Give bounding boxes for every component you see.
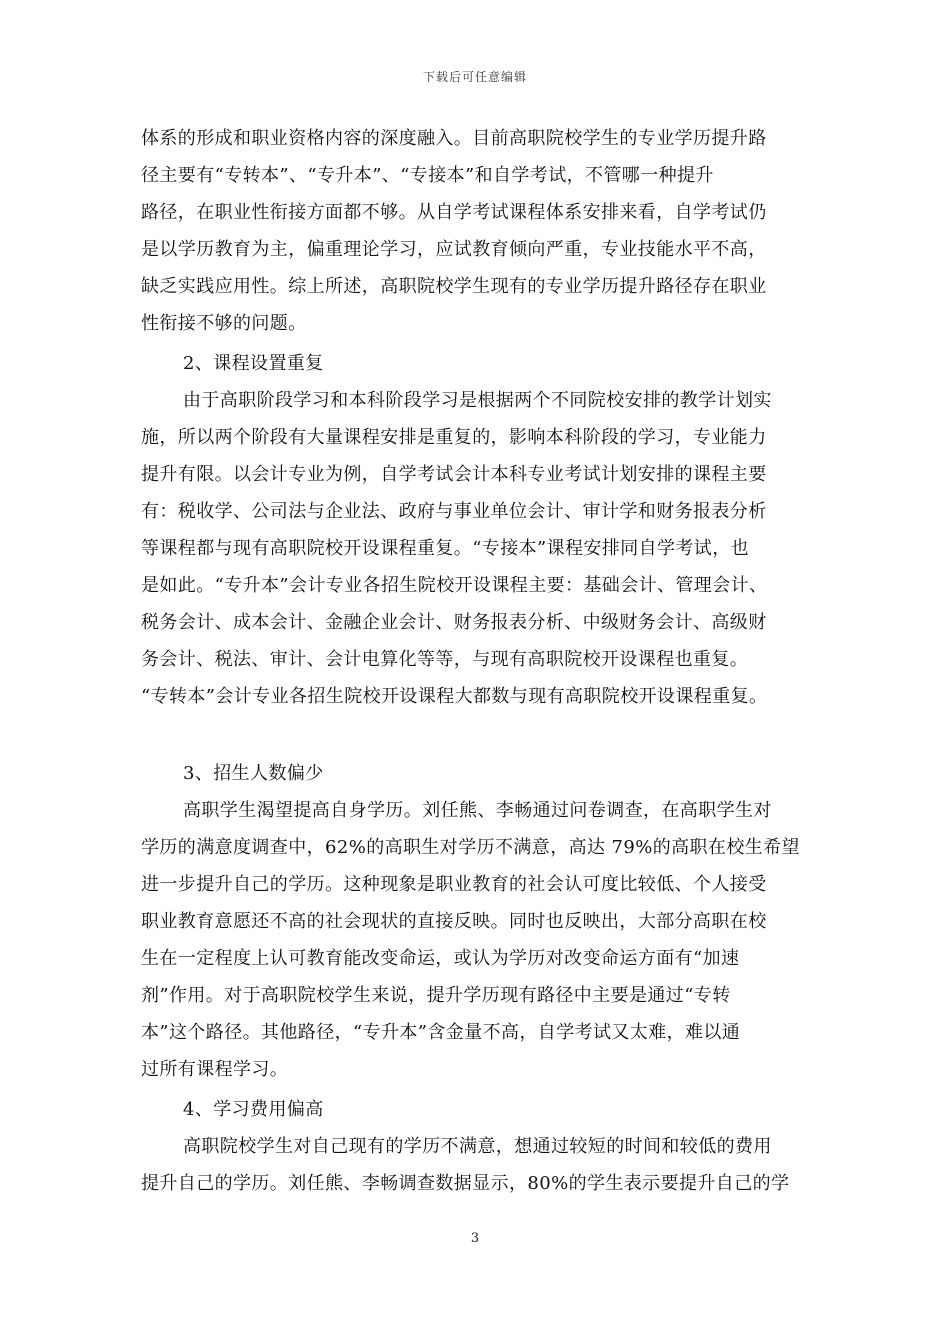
paragraph-line: 是以学历教育为主，偏重理论学习，应试教育倾向严重，专业技能水平不高， xyxy=(141,239,767,260)
page-header: 下载后可任意编辑 xyxy=(422,70,527,84)
paragraph-line: 务会计、税法、审计、会计电算化等等，与现有高职院校开设课程也重复。 xyxy=(141,649,749,670)
paragraph-line: 高职学生渴望提高自身学历。刘任熊、李畅通过问卷调查，在高职学生对 xyxy=(183,800,772,821)
section-heading-course-duplication: 2、课程设置重复 xyxy=(183,353,324,374)
section-heading-low-enrollment: 3、招生人数偏少 xyxy=(183,763,324,784)
paragraph-line: 性衔接不够的问题。 xyxy=(141,313,307,334)
paragraph-line: 过所有课程学习。 xyxy=(141,1059,289,1080)
paragraph-line: 学历的满意度调查中，62%的高职生对学历不满意，高达 79%的高职在校生希望 xyxy=(141,837,800,858)
paragraph-line: 施，所以两个阶段有大量课程安排是重复的，影响本科阶段的学习，专业能力 xyxy=(141,427,767,448)
paragraph-line: 路径，在职业性衔接方面都不够。从自学考试课程体系安排来看，自学考试仍 xyxy=(141,202,767,223)
paragraph-line: 提升有限。以会计专业为例，自学考试会计本科专业考试计划安排的课程主要 xyxy=(141,464,767,485)
paragraph-line: 有：税收学、公司法与企业法、政府与事业单位会计、审计学和财务报表分析 xyxy=(141,501,767,522)
paragraph-line: 是如此。“专升本”会计专业各招生院校开设课程主要：基础会计、管理会计、 xyxy=(141,575,768,596)
section-heading-high-cost: 4、学习费用偏高 xyxy=(183,1099,324,1120)
paragraph-line: 剂”作用。对于高职院校学生来说，提升学历现有路径中主要是通过“专转 xyxy=(141,985,731,1006)
paragraph-line: 提升自己的学历。刘任熊、李畅调查数据显示，80%的学生表示要提升自己的学 xyxy=(141,1173,790,1194)
page-number: 3 xyxy=(470,1231,480,1246)
paragraph-line: 进一步提升自己的学历。这种现象是职业教育的社会认可度比较低、个人接受 xyxy=(141,874,767,895)
paragraph-line: 生在一定程度上认可教育能改变命运，或认为学历对改变命运方面有“加速 xyxy=(141,948,740,969)
paragraph-line: 高职院校学生对自己现有的学历不满意，想通过较短的时间和较低的费用 xyxy=(183,1136,772,1157)
paragraph-line: 体系的形成和职业资格内容的深度融入。目前高职院校学生的专业学历提升路 xyxy=(141,128,767,149)
paragraph-line: 径主要有“专转本”、“专升本”、“专接本”和自学考试，不管哪一种提升 xyxy=(141,165,714,186)
paragraph-line: “专转本”会计专业各招生院校开设课程大都数与现有高职院校开设课程重复。 xyxy=(141,686,768,707)
paragraph-line: 职业教育意愿还不高的社会现状的直接反映。同时也反映出，大部分高职在校 xyxy=(141,911,767,932)
paragraph-line: 缺乏实践应用性。综上所述，高职院校学生现有的专业学历提升路径存在职业 xyxy=(141,276,767,297)
paragraph-line: 由于高职阶段学习和本科阶段学习是根据两个不同院校安排的教学计划实 xyxy=(183,390,772,411)
paragraph-line: 本”这个路径。其他路径，“专升本”含金量不高，自学考试又太难，难以通 xyxy=(141,1022,741,1043)
paragraph-line: 税务会计、成本会计、金融企业会计、财务报表分析、中级财务会计、高级财 xyxy=(141,612,767,633)
paragraph-line: 等课程都与现有高职院校开设课程重复。“专接本”课程安排同自学考试，也 xyxy=(141,538,750,559)
